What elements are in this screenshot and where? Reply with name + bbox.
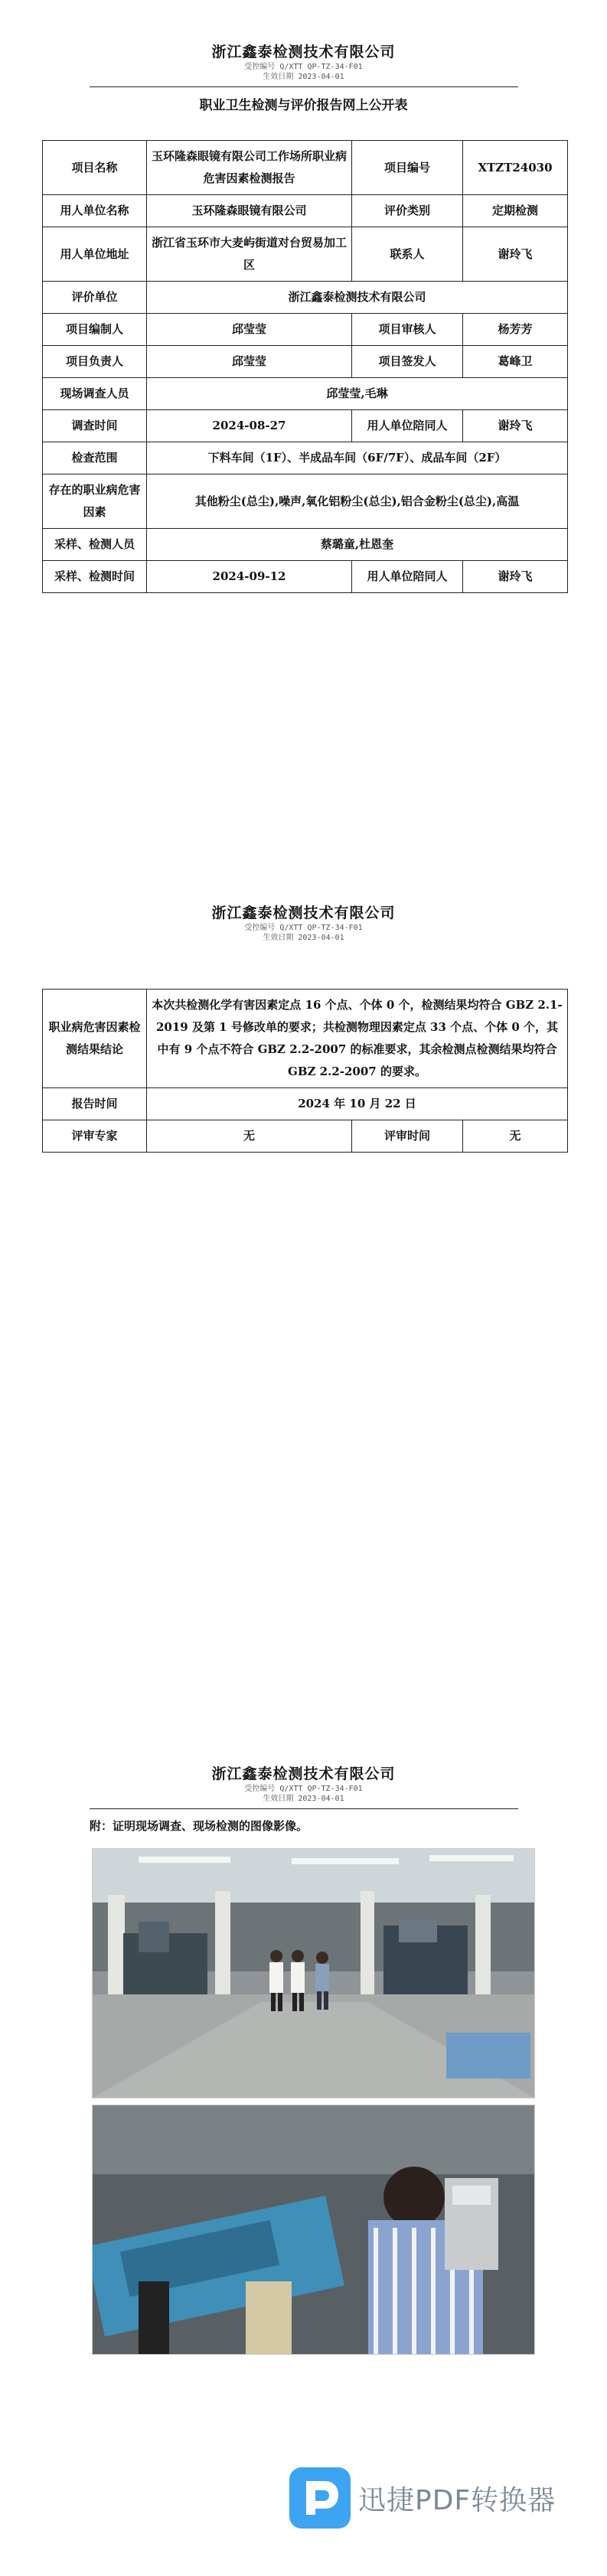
table-row bbox=[43, 990, 568, 1088]
table-row bbox=[43, 227, 568, 282]
reviewer-value: 杨芳芳 bbox=[463, 314, 568, 346]
table-row bbox=[43, 529, 568, 561]
table-row bbox=[43, 561, 568, 593]
header-rule bbox=[90, 86, 518, 87]
project-no-label: 项目编号 bbox=[352, 141, 463, 195]
compiler-label: 项目编制人 bbox=[43, 314, 147, 346]
leader-value: 邱莹莹 bbox=[147, 346, 352, 378]
report-time-value: 2024 年 10 月 22 日 bbox=[147, 1088, 568, 1120]
survey-companion-value: 谢玲飞 bbox=[463, 410, 568, 442]
report-time-label: 报告时间 bbox=[43, 1088, 147, 1120]
page-3 bbox=[0, 1764, 607, 1833]
table-row bbox=[43, 1088, 568, 1120]
eval-unit-label: 评价单位 bbox=[43, 282, 147, 314]
table-row bbox=[43, 1120, 568, 1153]
project-no-value: XTZT24030 bbox=[463, 141, 568, 195]
table-row bbox=[43, 314, 568, 346]
survey-companion-label: 用人单位陪同人 bbox=[352, 410, 463, 442]
header-rule bbox=[90, 1808, 518, 1809]
site-sampling-photo bbox=[92, 2105, 535, 2355]
table-row bbox=[43, 474, 568, 529]
sample-companion-value: 谢玲飞 bbox=[463, 561, 568, 593]
experts-value: 无 bbox=[147, 1120, 352, 1153]
table-row bbox=[43, 282, 568, 314]
attachment-caption: 附：证明现场调查、现场检测的图像影像。 bbox=[90, 1819, 308, 1833]
employer-addr-value: 浙江省玉环市大麦屿街道对台贸易加工区 bbox=[147, 227, 352, 282]
issuer-label: 项目签发人 bbox=[352, 346, 463, 378]
table-row bbox=[43, 346, 568, 378]
effective-date: 生效日期 2023-04-01 bbox=[263, 73, 344, 81]
table-row bbox=[43, 378, 568, 410]
effective-date: 生效日期 2023-04-01 bbox=[263, 1795, 344, 1803]
scope-label: 检查范围 bbox=[43, 442, 147, 474]
watermark-text: 迅捷PDF转换器 bbox=[358, 2484, 556, 2516]
page-header bbox=[0, 903, 607, 943]
public-info-table bbox=[42, 140, 568, 593]
contact-value: 谢玲飞 bbox=[463, 227, 568, 282]
sample-companion-label: 用人单位陪同人 bbox=[352, 561, 463, 593]
conclusion-label: 职业病危害因素检测结果结论 bbox=[43, 990, 147, 1088]
converter-watermark bbox=[289, 2466, 565, 2530]
page-1 bbox=[0, 0, 607, 583]
conclusion-table bbox=[42, 989, 568, 1153]
company-name: 浙江鑫泰检测技术有限公司 bbox=[211, 905, 396, 921]
surveyors-label: 现场调查人员 bbox=[43, 378, 147, 410]
compiler-value: 邱莹莹 bbox=[147, 314, 352, 346]
eval-unit-value: 浙江鑫泰检测技术有限公司 bbox=[147, 282, 568, 314]
effective-date: 生效日期 2023-04-01 bbox=[263, 934, 344, 942]
site-survey-photo bbox=[92, 1848, 535, 2098]
page-title: 职业卫生检测与评价报告网上公开表 bbox=[199, 98, 408, 113]
review-time-label: 评审时间 bbox=[352, 1120, 463, 1153]
page-2 bbox=[0, 903, 607, 1143]
samplers-label: 采样、检测人员 bbox=[43, 529, 147, 561]
project-name-value: 玉环隆森眼镜有限公司工作场所职业病危害因素检测报告 bbox=[147, 141, 352, 195]
sample-time-label: 采样、检测时间 bbox=[43, 561, 147, 593]
eval-type-value: 定期检测 bbox=[463, 195, 568, 227]
review-time-value: 无 bbox=[463, 1120, 568, 1153]
contact-label: 联系人 bbox=[352, 227, 463, 282]
eval-type-label: 评价类别 bbox=[352, 195, 463, 227]
scope-value: 下料车间（1F）、半成品车间（6F/7F）、成品车间（2F） bbox=[147, 442, 568, 474]
factory-floor-illustration bbox=[93, 1849, 534, 2098]
conclusion-value: 本次共检测化学有害因素定点 16 个点、个体 0 个，检测结果均符合 GBZ 2.1-2019 及第 1 号修改单的要求；共检测物理因素定点 33 个点、个体 0 个，其中有 9 个点不符合 GBZ 2.2-2007 的标准要求，其余检测点检测结果均符合 GBZ 2.2-2007 的要求。 bbox=[147, 990, 568, 1088]
page-header bbox=[0, 1764, 607, 1809]
hazards-value: 其他粉尘(总尘),噪声,氧化铝粉尘(总尘),铝合金粉尘(总尘),高温 bbox=[147, 474, 568, 529]
leader-label: 项目负责人 bbox=[43, 346, 147, 378]
sample-time-value: 2024-09-12 bbox=[147, 561, 352, 593]
survey-time-label: 调查时间 bbox=[43, 410, 147, 442]
table-row bbox=[43, 141, 568, 195]
hazards-label: 存在的职业病危害因素 bbox=[43, 474, 147, 529]
control-number: 受控编号 Q/XTT QP-TZ-34-F01 bbox=[244, 63, 363, 71]
employer-addr-label: 用人单位地址 bbox=[43, 227, 147, 282]
reviewer-label: 项目审核人 bbox=[352, 314, 463, 346]
pdf-converter-logo-icon bbox=[289, 2467, 351, 2529]
project-name-label: 项目名称 bbox=[43, 141, 147, 195]
samplers-value: 蔡璐童,杜恩奎 bbox=[147, 529, 568, 561]
table-row bbox=[43, 410, 568, 442]
sampling-illustration bbox=[93, 2105, 534, 2354]
employer-name-value: 玉环隆森眼镜有限公司 bbox=[147, 195, 352, 227]
table-row bbox=[43, 442, 568, 474]
control-number: 受控编号 Q/XTT QP-TZ-34-F01 bbox=[244, 924, 363, 932]
table-row bbox=[43, 195, 568, 227]
company-name: 浙江鑫泰检测技术有限公司 bbox=[211, 1766, 396, 1782]
company-name: 浙江鑫泰检测技术有限公司 bbox=[211, 44, 396, 60]
issuer-value: 葛峰卫 bbox=[463, 346, 568, 378]
survey-time-value: 2024-08-27 bbox=[147, 410, 352, 442]
control-number: 受控编号 Q/XTT QP-TZ-34-F01 bbox=[244, 1785, 363, 1793]
surveyors-value: 邱莹莹,毛琳 bbox=[147, 378, 568, 410]
employer-name-label: 用人单位名称 bbox=[43, 195, 147, 227]
experts-label: 评审专家 bbox=[43, 1120, 147, 1153]
page-header bbox=[0, 0, 607, 87]
